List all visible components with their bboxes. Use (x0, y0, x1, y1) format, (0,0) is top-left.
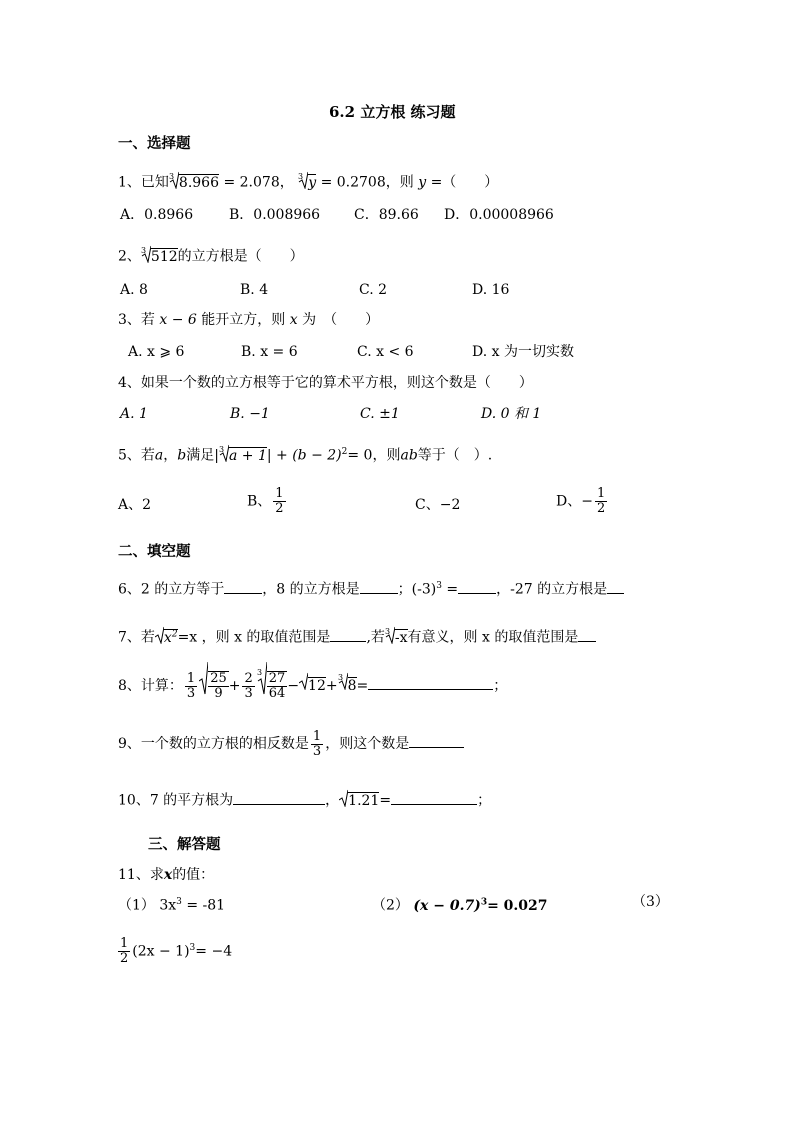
q4-option-b: B. −1 (230, 406, 270, 422)
q8-radicand-4: 8 (347, 678, 357, 694)
svg-text:3: 3 (168, 172, 175, 181)
numerator: 2 (244, 670, 253, 686)
numerator: 1 (120, 936, 129, 952)
section-heading-answer: 三、解答题 (148, 836, 221, 853)
q2-option-c: C. 2 (359, 282, 388, 298)
q8-end: ； (493, 678, 508, 694)
q6-text-1: 6、2 的立方等于 (118, 581, 225, 598)
q5-comma: ， (163, 447, 178, 464)
numerator: 1 (275, 486, 284, 501)
svg-text:3: 3 (337, 673, 343, 682)
cube-root-radical (338, 666, 348, 706)
question-7 (118, 625, 596, 649)
q11-part-2-exponent: 3 (480, 897, 488, 907)
q5-option-c: C、−2 (415, 497, 461, 513)
q5-text-1: 5、若 (118, 447, 155, 464)
q3-expr: x − 6 (159, 312, 197, 328)
answer-blank[interactable] (233, 790, 325, 805)
square-root-radical (155, 626, 164, 649)
q1-eq2: = 0.2708，则 (320, 174, 414, 191)
square-root-radical (339, 789, 348, 812)
q7-text-4: 有意义，则 x 的取值范围是 (407, 629, 579, 646)
q1-option-a: A．0.8966 (120, 207, 194, 223)
q5-var-a: a (154, 447, 164, 464)
q8-minus: − (287, 678, 300, 694)
numerator: 1 (186, 670, 196, 686)
denominator: 9 (214, 686, 223, 701)
q1-eq3: =（ ） (430, 174, 499, 191)
q7-text-3: ,若 (366, 629, 385, 646)
answer-blank[interactable] (360, 579, 398, 594)
question-5 (118, 443, 492, 467)
question-8 (118, 661, 507, 711)
q2-option-d: D. 16 (472, 282, 510, 298)
q9-text-1: 9、一个数的立方根的相反数是 (118, 736, 309, 752)
q5-text-4: = 0，则 (347, 447, 401, 464)
q11-part-3-rhs: = −4 (195, 943, 233, 960)
answer-blank[interactable] (607, 579, 624, 594)
cube-root-radical (141, 245, 151, 268)
numerator: 25 (210, 671, 227, 686)
q10-text-2: ， (325, 792, 340, 809)
q3-text-2: 能开立方，则 (201, 312, 286, 328)
q3-option-a: A. x ⩾ 6 (128, 344, 185, 360)
answer-blank[interactable] (330, 627, 366, 642)
q1-label: 1、已知 (118, 174, 169, 191)
q9-text-2: ，则这个数是 (325, 736, 410, 752)
question-9 (118, 724, 464, 764)
q5-text-3: | + (b − 2) (266, 447, 342, 464)
section-heading-choice: 一、选择题 (118, 135, 191, 152)
q3-text-3: 为 （ ） (302, 312, 380, 328)
question-4: 4、如果一个数的立方根等于它的算术平方根，则这个数是（ ） (118, 375, 533, 391)
q3-option-c: C. x < 6 (357, 344, 414, 360)
q5-option-b-label: B、 (247, 493, 272, 510)
q11-part-3-expr: (2x − 1) (132, 943, 190, 960)
q11-text-1: 11、求 (118, 867, 164, 883)
q5-option-d (556, 487, 609, 516)
denominator: 64 (268, 686, 286, 701)
numerator: 1 (596, 486, 606, 501)
cube-root-radical (385, 626, 395, 649)
q5-option-b (247, 487, 288, 516)
q7-text-1: 7、若 (118, 629, 155, 646)
question-11 (118, 866, 214, 884)
q6-text-4: (-3) (411, 581, 437, 598)
q4-option-d: D. 0 和 1 (481, 406, 542, 422)
q7-var: x (163, 629, 172, 646)
q5-radicand: a + 1 (228, 447, 267, 464)
svg-text:3: 3 (298, 172, 304, 181)
svg-text:3: 3 (384, 627, 390, 637)
q3-text-1: 3、若 (118, 312, 155, 328)
denominator: 3 (312, 743, 322, 759)
denominator: 3 (244, 685, 253, 701)
q11-part-2-label: （2） (372, 897, 409, 914)
q4-option-c: C. ±1 (360, 406, 400, 422)
cube-root-radical (298, 171, 308, 194)
section-heading-fill: 二、填空题 (118, 543, 191, 560)
fraction (208, 671, 229, 701)
denominator: 2 (120, 951, 129, 967)
q10-text-3: = (379, 792, 392, 809)
q2-label: 2、 (118, 248, 141, 265)
q6-text-2: ，8 的立方根是 (262, 581, 360, 598)
numerator: 1 (312, 728, 322, 744)
q7-radicand (164, 629, 178, 646)
answer-blank[interactable] (409, 733, 464, 748)
q1-option-b: B．0.008966 (229, 207, 321, 223)
q3-var-x: x (289, 312, 298, 328)
q11-part-1-exponent: 3 (176, 897, 182, 907)
q2-text: 的立方根是（ ） (177, 248, 304, 265)
q1-option-d: D．0.00008966 (444, 207, 554, 223)
cube-root-radical (169, 171, 179, 194)
fraction (267, 671, 288, 701)
question-1 (118, 171, 498, 194)
denominator: 2 (596, 501, 606, 516)
svg-text:3: 3 (218, 445, 225, 455)
fraction (118, 937, 130, 966)
cube-root-radical (257, 661, 267, 711)
question-6 (118, 577, 624, 599)
square-root-radical (299, 666, 308, 706)
square-root-radical (199, 661, 208, 711)
q1-radicand-1: 8.966 (178, 174, 220, 191)
q1-eq1: = 2.078， (223, 174, 294, 191)
denominator: 3 (186, 685, 196, 701)
q5-text-2: 满足| (186, 447, 219, 464)
q8-plus: + (228, 678, 241, 694)
q7-radicand-2: -x (394, 629, 408, 646)
q6-text-5: = (441, 581, 459, 598)
svg-text:3: 3 (140, 246, 147, 255)
fraction (273, 487, 285, 516)
fraction (595, 487, 607, 516)
q5-option-d-label: D、− (556, 493, 593, 510)
page-title: 6.2 立方根 练习题 (329, 103, 456, 121)
q11-part-1-expr: （1） 3x (118, 897, 177, 914)
q5-var-ab: ab (400, 447, 418, 464)
q7-text-2: =x ，则 x 的取值范围是 (177, 629, 331, 646)
fraction (242, 672, 254, 701)
question-2 (118, 245, 304, 268)
q11-part-3-label: （3） (632, 894, 669, 910)
svg-text:3: 3 (256, 668, 262, 677)
q10-text-4: ； (477, 792, 492, 809)
q11-part-2-rhs: = 0.027 (487, 897, 548, 914)
q11-text-2: 的值： (172, 867, 215, 883)
answer-blank[interactable] (224, 579, 262, 594)
answer-blank[interactable] (368, 675, 493, 690)
answer-blank[interactable] (578, 627, 596, 642)
q11-part-2-expr (413, 898, 547, 914)
q6-text-6: ，-27 的立方根是 (496, 581, 608, 598)
q4-option-a: A. 1 (120, 406, 148, 422)
q10-text-1: 10、7 的平方根为 (118, 792, 234, 809)
q11-part-1-rhs: = -81 (181, 897, 226, 914)
q3-option-b: B. x = 6 (241, 344, 298, 360)
q3-option-d: D. x 为一切实数 (472, 344, 574, 360)
q5-exponent: 2 (341, 447, 348, 457)
q11-part-1 (118, 893, 225, 915)
q2-radicand: 512 (150, 248, 178, 265)
q1-option-c: C．89.66 (354, 207, 419, 223)
q11-part-2-lhs: (x − 0.7) (413, 897, 481, 914)
fraction (311, 730, 323, 759)
q1-var-y: y (418, 174, 427, 191)
q7-exponent: 2 (171, 629, 178, 639)
q11-part-3-exponent: 3 (189, 943, 196, 953)
q2-option-a: A. 8 (120, 282, 148, 298)
denominator: 2 (275, 501, 284, 516)
q11-var-x: x (163, 867, 173, 883)
q8-eq: = (356, 678, 369, 694)
q10-radicand: 1.21 (348, 792, 380, 809)
q6-text-3: ； (397, 581, 412, 598)
q2-option-b: B. 4 (240, 282, 269, 298)
q8-radicand-3: 12 (308, 678, 326, 694)
cube-root-radical (219, 444, 229, 467)
q1-radicand-2: y (308, 174, 317, 191)
q11-part-3 (118, 930, 232, 970)
q5-var-b: b (177, 447, 187, 464)
q11-part-2 (372, 893, 548, 915)
q5-option-a: A、2 (118, 497, 152, 513)
question-10 (118, 789, 491, 812)
q8-text-1: 8、计算： (118, 678, 183, 694)
q5-text-5: 等于（ ）. (417, 447, 493, 464)
q6-exponent: 3 (436, 581, 442, 591)
answer-blank[interactable] (458, 579, 496, 594)
question-3 (118, 311, 379, 329)
q8-plus-2: + (325, 678, 338, 694)
numerator: 27 (268, 671, 286, 686)
fraction (185, 672, 197, 701)
answer-blank[interactable] (391, 790, 477, 805)
